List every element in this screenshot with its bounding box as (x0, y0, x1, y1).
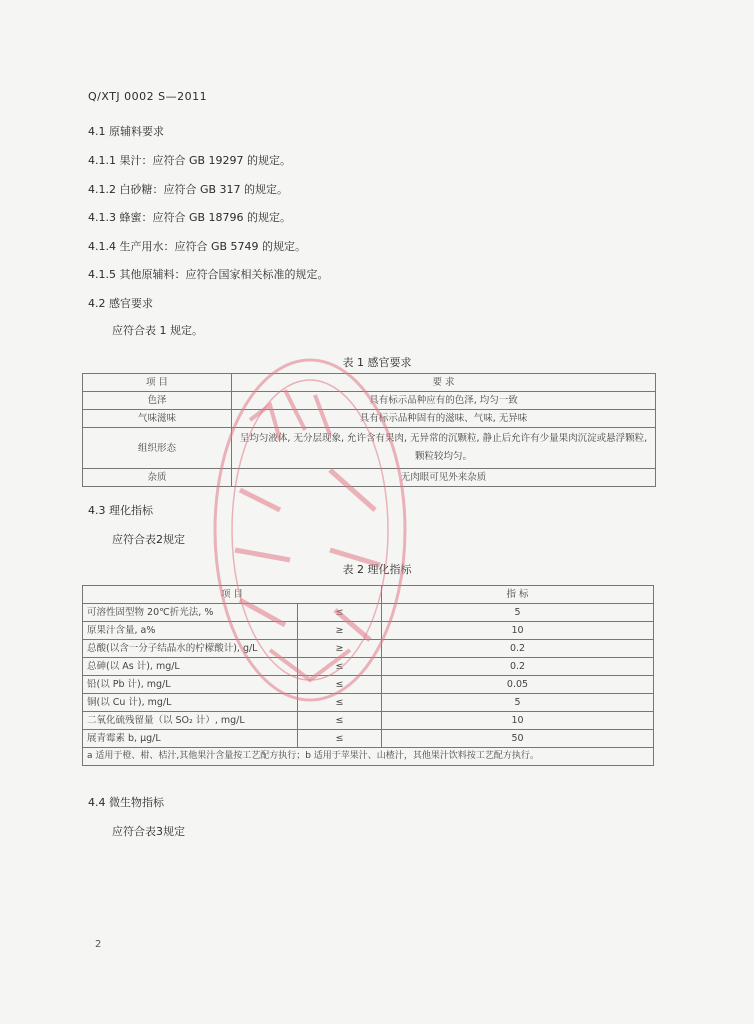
table-row (83, 604, 654, 622)
table-cell: 具有标示品种固有的滋味、气味, 无异味 (232, 410, 656, 428)
table-cell: ≤ (298, 676, 382, 694)
table-cell: 铅(以 Pb 计), mg/L (83, 676, 298, 694)
section-4-2: 4.2 感官要求 (88, 297, 153, 310)
table1-caption: 表 1 感官要求 (342, 356, 412, 369)
table-cell: ≤ (298, 694, 382, 712)
table-cell: ≤ (298, 604, 382, 622)
table-cell: 总砷(以 As 计), mg/L (83, 658, 298, 676)
table-cell: 呈均匀液体, 无分层现象, 允许含有果肉, 无异常的沉颗粒, 静止后允许有少量果肉沉淀或悬浮颗粒, 颗粒较均匀。 (232, 428, 656, 469)
table-cell: 组织形态 (83, 428, 232, 469)
table-cell: 0.2 (382, 658, 654, 676)
standard-number: Q/XTJ 0002 S—2011 (88, 90, 208, 103)
table-cell: 气味滋味 (83, 410, 232, 428)
section-4-2-body: 应符合表 1 规定。 (112, 324, 203, 337)
section-4-1-3: 4.1.3 蜂蜜：应符合 GB 18796 的规定。 (88, 211, 292, 224)
section-4-3-body: 应符合表2规定 (112, 533, 185, 546)
table-cell: ≥ (298, 622, 382, 640)
table-row (83, 392, 656, 410)
table-cell: 10 (382, 712, 654, 730)
table-cell: 0.2 (382, 640, 654, 658)
page-number: 2 (95, 939, 102, 950)
table-cell: 0.05 (382, 676, 654, 694)
table-cell: 无肉眼可见外来杂质 (232, 469, 656, 487)
table-row (83, 410, 656, 428)
table2-header-index: 指 标 (382, 586, 654, 604)
section-4-3: 4.3 理化指标 (88, 504, 153, 517)
section-4-1-2: 4.1.2 白砂糖：应符合 GB 317 的规定。 (88, 183, 289, 196)
table2-caption: 表 2 理化指标 (342, 563, 412, 576)
table-cell: 色泽 (83, 392, 232, 410)
table-cell: 原果汁含量, a% (83, 622, 298, 640)
table-cell: 50 (382, 730, 654, 748)
section-4-1-4: 4.1.4 生产用水：应符合 GB 5749 的规定。 (88, 240, 307, 253)
section-4-4: 4.4 微生物指标 (88, 796, 164, 809)
table-cell: 展青霉素 b, μg/L (83, 730, 298, 748)
sensory-table (82, 373, 656, 487)
section-4-1-5: 4.1.5 其他原辅料：应符合国家相关标准的规定。 (88, 268, 329, 281)
table-row (83, 374, 656, 392)
table-cell: 5 (382, 604, 654, 622)
table-cell: 铜(以 Cu 计), mg/L (83, 694, 298, 712)
table1-header-item: 项 目 (83, 374, 232, 392)
table2-footnote: a 适用于橙、柑、桔汁,其他果汁含量按工艺配方执行；b 适用于苹果汁、山楂汁，其他果汁饮料按工艺配方执行。 (83, 748, 654, 766)
section-4-4-body: 应符合表3规定 (112, 825, 185, 838)
table-cell: 10 (382, 622, 654, 640)
table-row (83, 712, 654, 730)
table-row (83, 658, 654, 676)
table-cell: 5 (382, 694, 654, 712)
table-row (83, 469, 656, 487)
table-cell: ≤ (298, 730, 382, 748)
table-row (83, 676, 654, 694)
table2-header-item: 项 目 (83, 586, 382, 604)
physicochemical-table (82, 585, 654, 766)
table-cell: ≤ (298, 658, 382, 676)
table-cell: 可溶性固型物 20℃折光法, % (83, 604, 298, 622)
table-cell: 二氧化硫残留量（以 SO₂ 计）, mg/L (83, 712, 298, 730)
table-cell: 具有标示品种应有的色泽, 均匀一致 (232, 392, 656, 410)
table-cell: 总酸(以含一分子结晶水的柠檬酸计), g/L (83, 640, 298, 658)
table-cell: 杂质 (83, 469, 232, 487)
table-row (83, 640, 654, 658)
table-row (83, 586, 654, 604)
table-cell: ≥ (298, 640, 382, 658)
table-row (83, 694, 654, 712)
table-row (83, 428, 656, 469)
section-4-1-1: 4.1.1 果汁：应符合 GB 19297 的规定。 (88, 154, 292, 167)
table1-header-req: 要 求 (232, 374, 656, 392)
table-row (83, 730, 654, 748)
section-4-1: 4.1 原辅料要求 (88, 125, 164, 138)
table-row (83, 622, 654, 640)
table-row (83, 748, 654, 766)
table-cell: ≤ (298, 712, 382, 730)
